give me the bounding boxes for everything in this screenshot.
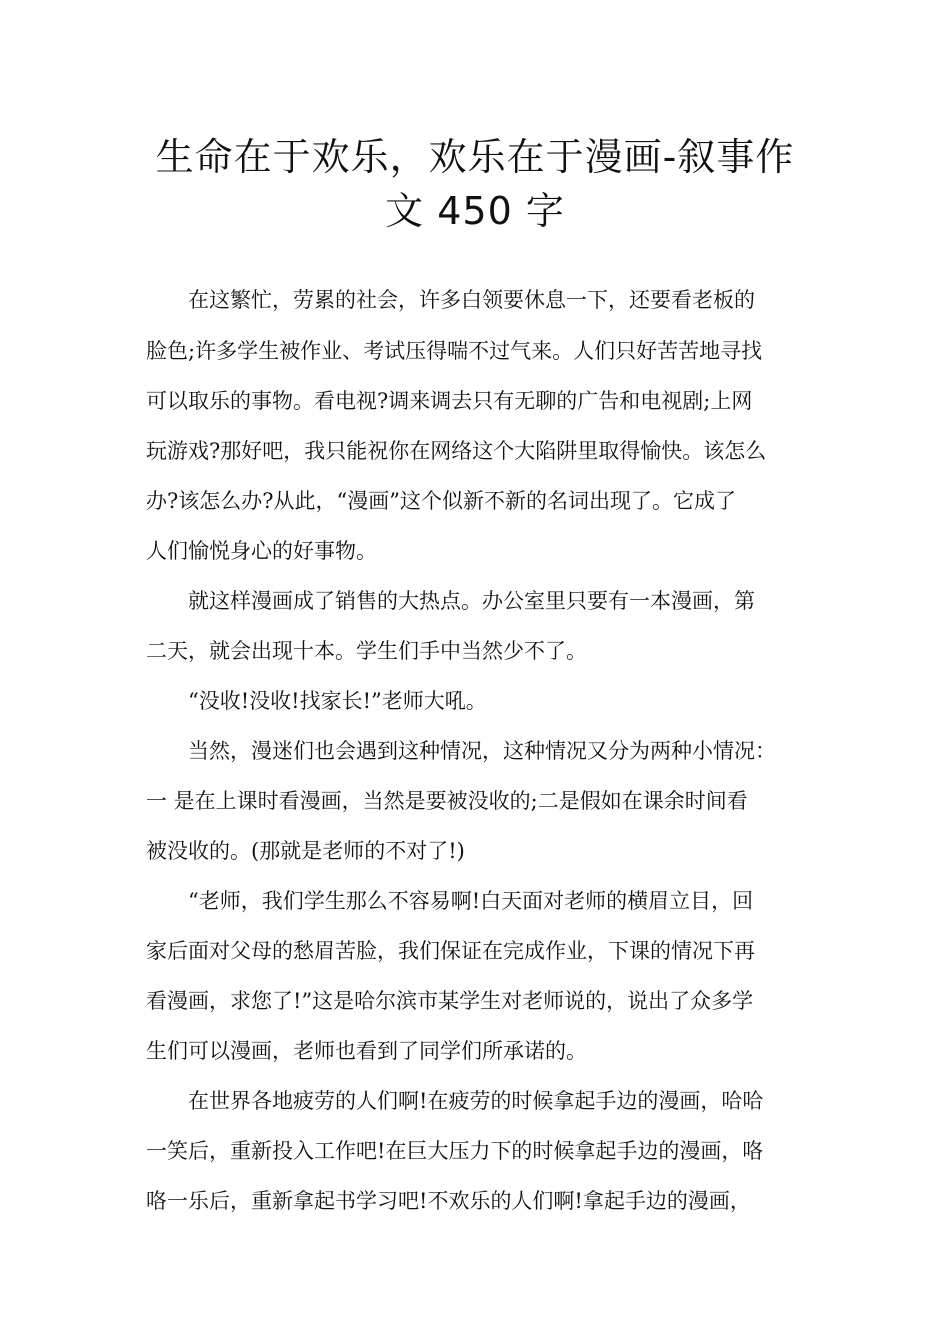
body-line: 人们愉悦身心的好事物。	[146, 539, 377, 563]
body-line: 一 是在上课时看漫画，当然是要被没收的;二是假如在课余时间看	[146, 789, 748, 813]
body-line: 就这样漫画成了销售的大热点。办公室里只要有一本漫画，第	[146, 589, 755, 613]
body-line: “老师，我们学生那么不容易啊!白天面对老师的横眉立目，回	[146, 889, 754, 913]
body-line: 咯一乐后，重新拿起书学习吧!不欢乐的人们啊!拿起手边的漫画，	[146, 1189, 751, 1213]
body-line: 可以取乐的事物。看电视?调来调去只有无聊的广告和电视剧;上网	[146, 389, 753, 413]
body-line: 一笑后，重新投入工作吧!在巨大压力下的时候拿起手边的漫画，咯	[146, 1139, 764, 1163]
body-line: 脸色;许多学生被作业、考试压得喘不过气来。人们只好苦苦地寻找	[146, 339, 763, 363]
title-line-1: 生命在于欢乐，欢乐在于漫画-叙事作	[155, 135, 795, 179]
body-line: 生们可以漫画，老师也看到了同学们所承诺的。	[146, 1039, 587, 1063]
body-line: 二天，就会出现十本。学生们手中当然少不了。	[146, 639, 587, 663]
body-line: 办?该怎么办?从此，“漫画”这个似新不新的名词出现了。它成了	[146, 489, 736, 513]
body-line: “没收!没收!找家长!”老师大吼。	[146, 689, 487, 713]
body-line: 在世界各地疲劳的人们啊!在疲劳的时候拿起手边的漫画，哈哈	[146, 1089, 764, 1113]
body-line: 玩游戏?那好吧，我只能祝你在网络这个大陷阱里取得愉快。该怎么	[146, 439, 767, 463]
body-line: 看漫画，求您了!”这是哈尔滨市某学生对老师说的，说出了众多学	[146, 989, 754, 1013]
title-line-2: 文 450 字	[385, 189, 565, 233]
body-line: 在这繁忙，劳累的社会，许多白领要休息一下，还要看老板的	[146, 288, 755, 312]
body-line: 被没收的。(那就是老师的不对了!)	[146, 839, 465, 863]
body-line: 家后面对父母的愁眉苦脸，我们保证在完成作业，下课的情况下再	[146, 939, 755, 963]
body-line: 当然，漫迷们也会遇到这种情况，这种情况又分为两种小情况：	[146, 739, 776, 763]
page-title	[100, 130, 850, 238]
